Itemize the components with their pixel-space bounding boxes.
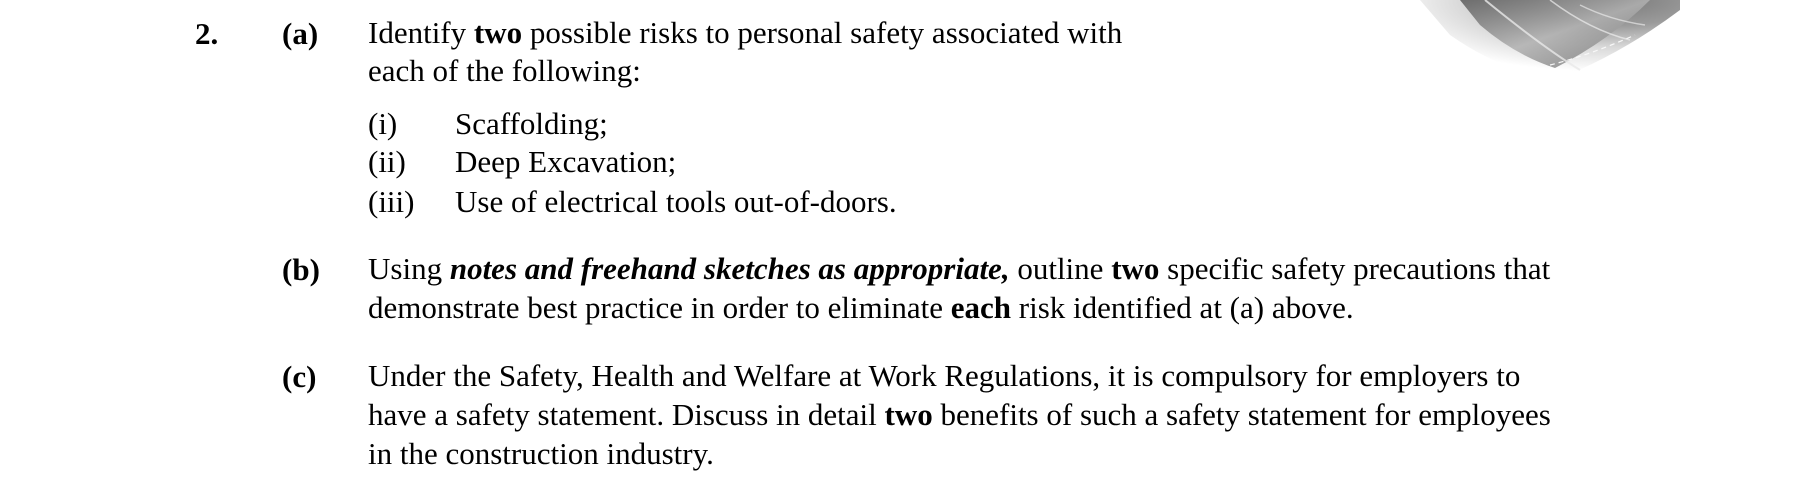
part-b-line-1: Using notes and freehand sketches as appropriate, outline two specific safety precautions that [368,251,1551,286]
part-b-line-2: demonstrate best practice in order to eliminate each risk identified at (a) above. [368,290,1354,325]
part-c-line-1: Under the Safety, Health and Welfare at Work Regulations, it is compulsory for employers to [368,358,1521,393]
question-number: 2. [195,16,219,51]
part-a-line-2: each of the following: [368,53,641,88]
part-c-label: (c) [282,359,317,394]
part-b-label: (b) [282,252,320,287]
part-c-line-2: have a safety statement. Discuss in detail two benefits of such a safety statement for employees [368,397,1551,432]
part-c-line-3: in the construction industry. [368,436,714,471]
part-a-line-1: Identify two possible risks to personal safety associated with [368,15,1123,50]
decorative-photo [1250,0,1690,95]
part-a-label: (a) [282,16,319,51]
